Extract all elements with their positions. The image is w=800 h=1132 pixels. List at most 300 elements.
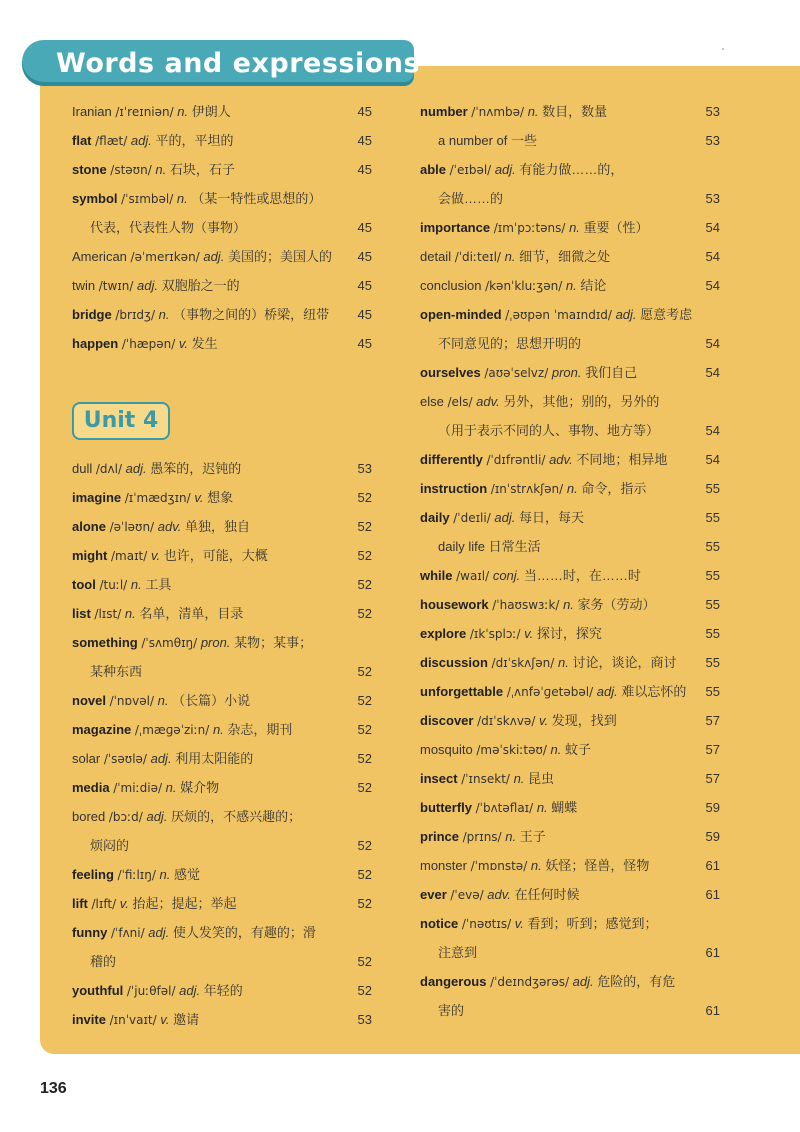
right-column (420, 97, 720, 1025)
entry-meaning: 危险的，有危 (597, 974, 676, 989)
entry-phonetic: /ˈeɪbəl/ (449, 163, 492, 177)
entry-part-of-speech: n. (212, 722, 224, 737)
entry-word: instruction (420, 481, 488, 496)
entry-word: flat (72, 133, 92, 148)
entry-word: something (72, 635, 138, 650)
entry-text (72, 104, 231, 119)
entry-word: while (420, 568, 453, 583)
entry-phonetic: /ˈsəʊlə/ (103, 752, 147, 766)
entry-page: 52 (357, 606, 372, 621)
vocab-entry (420, 416, 720, 445)
entry-phonetic: /ˈsʌmθɪŋ/ (141, 636, 198, 650)
vocab-entry (420, 938, 720, 967)
entry-text (420, 220, 649, 235)
vocab-entry (72, 657, 372, 686)
entry-meaning: 发生 (191, 336, 218, 351)
entry-phonetic: /ˈmiːdiə/ (113, 781, 162, 795)
entry-meaning: 命令，指示 (581, 481, 647, 496)
entry-text (72, 220, 246, 235)
entry-word: funny (72, 925, 108, 940)
entry-word: detail (420, 249, 452, 264)
entry-phonetic: /ˈɪnsekt/ (461, 772, 510, 786)
vocab-entry (420, 619, 720, 648)
entry-word: differently (420, 452, 483, 467)
entry-continuation: 稽的 (90, 954, 117, 969)
entry-phonetic: /ɪˈmædʒɪn/ (124, 491, 191, 505)
entry-phonetic: /ˈhaʊswɜːk/ (492, 598, 560, 612)
entry-meaning: 昆虫 (528, 771, 555, 786)
vocab-entry (72, 773, 372, 802)
entry-page: 52 (357, 548, 372, 563)
entry-page: 57 (705, 742, 720, 757)
entry-word: unforgettable (420, 684, 504, 699)
entry-text (420, 133, 537, 148)
entry-part-of-speech: adv. (476, 394, 500, 409)
vocab-entry (420, 445, 720, 474)
entry-page: 52 (357, 896, 372, 911)
entry-continuation: （用于表示不同的人、事物、地方等） (438, 423, 660, 438)
left-top-list (72, 97, 372, 358)
entry-word: feeling (72, 867, 114, 882)
entry-part-of-speech: adj. (494, 162, 516, 177)
vocab-entry (420, 764, 720, 793)
vocab-entry (72, 831, 372, 860)
vocab-entry (72, 300, 372, 329)
entry-part-of-speech: n. (536, 800, 548, 815)
vocab-entry (420, 387, 720, 416)
vocab-entry (420, 735, 720, 764)
vocab-entry (420, 213, 720, 242)
vocab-entry (420, 271, 720, 300)
entry-page: 54 (705, 423, 720, 438)
entry-page: 52 (357, 780, 372, 795)
entry-meaning: 结论 (580, 278, 607, 293)
entry-phonetic: /ˈfiːlɪŋ/ (117, 868, 156, 882)
entry-text (72, 191, 321, 206)
vocab-entry (420, 503, 720, 532)
entry-part-of-speech: v. (178, 336, 189, 351)
entry-page: 61 (705, 858, 720, 873)
entry-meaning: 平的，平坦的 (155, 133, 234, 148)
entry-text (72, 896, 237, 911)
entry-word: ourselves (420, 365, 481, 380)
vocab-entry (72, 271, 372, 300)
entry-text (420, 742, 591, 757)
entry-page: 61 (705, 1003, 720, 1018)
entry-text (72, 780, 219, 795)
entry-page: 53 (357, 461, 372, 476)
entry-text (72, 1012, 199, 1027)
entry-phonetic: /stəʊn/ (110, 163, 152, 177)
entry-part-of-speech: adj. (150, 751, 172, 766)
entry-page: 45 (357, 104, 372, 119)
entry-meaning: 石块，石子 (169, 162, 235, 177)
vocab-entry (72, 570, 372, 599)
entry-word: daily (420, 510, 450, 525)
entry-page: 45 (357, 133, 372, 148)
entry-part-of-speech: n. (177, 104, 189, 119)
entry-part-of-speech: n. (176, 191, 188, 206)
entry-word: monster (420, 858, 467, 873)
entry-text (72, 925, 316, 940)
entry-page: 55 (705, 539, 720, 554)
entry-page: 54 (705, 452, 720, 467)
vocab-entry (420, 793, 720, 822)
speck (722, 48, 724, 50)
entry-text (420, 394, 659, 409)
entry-word: media (72, 780, 110, 795)
vocab-entry (72, 744, 372, 773)
entry-phonetic: /lɪft/ (91, 897, 117, 911)
entry-page: 57 (705, 771, 720, 786)
entry-text (420, 104, 607, 119)
entry-continuation: 会做……的 (438, 191, 504, 206)
entry-meaning: 愿意考虑 (640, 307, 693, 322)
entry-meaning: 某物；某事； (234, 635, 313, 650)
vocab-entry (72, 715, 372, 744)
entry-meaning: 在任何时候 (514, 887, 580, 902)
entry-phonetic: /dʌl/ (95, 462, 123, 476)
entry-text (72, 664, 142, 679)
entry-text (420, 829, 546, 844)
entry-text (72, 577, 171, 592)
entry-phrase: daily life 日常生活 (438, 539, 541, 554)
entry-meaning: 杂志，期刊 (227, 722, 293, 737)
entry-word: able (420, 162, 447, 177)
entry-continuation: 代表，代表性人物（事物） (90, 220, 247, 235)
entry-phonetic: /ɪmˈpɔːtəns/ (493, 221, 566, 235)
entry-word: bridge (72, 307, 112, 322)
entry-continuation: 不同意见的；思想开明的 (438, 336, 582, 351)
vocab-entry (420, 242, 720, 271)
entry-word: lift (72, 896, 88, 911)
entry-page: 59 (705, 829, 720, 844)
entry-part-of-speech: n. (504, 249, 516, 264)
entry-part-of-speech: n. (566, 481, 578, 496)
entry-text (420, 626, 602, 641)
vocab-entry (420, 561, 720, 590)
entry-meaning: 妖怪；怪兽，怪物 (545, 858, 650, 873)
entry-page: 55 (705, 626, 720, 641)
entry-phonetic: /ˌʌnfəˈɡetəbəl/ (506, 685, 594, 699)
vocab-entry (72, 512, 372, 541)
entry-page: 55 (705, 510, 720, 525)
vocab-entry (420, 851, 720, 880)
entry-word: number (420, 104, 468, 119)
entry-text (420, 481, 646, 496)
entry-word: youthful (72, 983, 124, 998)
entry-page: 54 (705, 220, 720, 235)
entry-word: American (72, 249, 127, 264)
entry-word: twin (72, 278, 96, 293)
entry-phonetic: /ˈdiːteɪl/ (454, 250, 501, 264)
entry-page: 57 (705, 713, 720, 728)
entry-word: discover (420, 713, 474, 728)
entry-meaning: 有能力做……的， (519, 162, 624, 177)
entry-word: imagine (72, 490, 122, 505)
entry-meaning: 家务（劳动） (577, 597, 656, 612)
entry-phonetic: /kənˈkluːʒən/ (485, 279, 563, 293)
entry-part-of-speech: adv. (549, 452, 573, 467)
entry-part-of-speech: conj. (492, 568, 521, 583)
entry-meaning: 年轻的 (203, 983, 243, 998)
vocab-entry (420, 822, 720, 851)
entry-part-of-speech: adj. (596, 684, 618, 699)
vocab-entry (72, 483, 372, 512)
vocab-entry (420, 677, 720, 706)
entry-phonetic: /ˌəʊpən ˈmaɪndɪd/ (505, 308, 612, 322)
entry-text (420, 684, 686, 699)
entry-text (420, 249, 610, 264)
entry-part-of-speech: n. (530, 858, 542, 873)
unit-heading-label: Unit 4 (83, 408, 159, 433)
entry-part-of-speech: n. (157, 693, 169, 708)
entry-phonetic: /twɪn/ (98, 279, 134, 293)
entry-page: 53 (357, 1012, 372, 1027)
entry-part-of-speech: n. (563, 597, 574, 612)
entry-page: 55 (705, 568, 720, 583)
entry-text (72, 867, 200, 882)
vocab-entry (420, 474, 720, 503)
entry-text (420, 974, 675, 989)
entry-page: 54 (705, 365, 720, 380)
entry-part-of-speech: n. (130, 577, 142, 592)
entry-part-of-speech: n. (557, 655, 569, 670)
entry-meaning: 感觉 (174, 867, 201, 882)
entry-word: bored (72, 809, 106, 824)
entry-phonetic: /ˈhæpən/ (121, 337, 176, 351)
entry-text (72, 983, 243, 998)
entry-meaning: 蚊子 (565, 742, 592, 757)
entry-meaning: 双胞胎之一的 (161, 278, 240, 293)
entry-meaning: （某一特性或思想的） (191, 191, 322, 206)
entry-phonetic: /ɪˈreɪniən/ (115, 105, 174, 119)
entry-text (420, 597, 656, 612)
entry-page: 52 (357, 490, 372, 505)
entry-meaning: 发现，找到 (551, 713, 617, 728)
entry-meaning: 难以忘怀的 (621, 684, 687, 699)
entry-phonetic: /ˈjuːθfəl/ (126, 984, 176, 998)
vocab-entry (72, 628, 372, 657)
entry-page: 55 (705, 655, 720, 670)
vocab-entry (72, 184, 372, 213)
entry-page: 53 (705, 104, 720, 119)
entry-word: dull (72, 461, 93, 476)
entry-word: symbol (72, 191, 118, 206)
entry-meaning: 看到；听到；感觉到； (527, 916, 658, 931)
entry-continuation: 注意到 (438, 945, 478, 960)
entry-page: 52 (357, 664, 372, 679)
entry-page: 52 (357, 722, 372, 737)
entry-word: notice (420, 916, 459, 931)
entry-part-of-speech: n. (155, 162, 167, 177)
vocab-entry (420, 996, 720, 1025)
entry-page: 55 (705, 684, 720, 699)
entry-phonetic: /ˈnəʊtɪs/ (461, 917, 512, 931)
entry-part-of-speech: n. (505, 829, 517, 844)
entry-phonetic: /dɪˈskʌvə/ (477, 714, 536, 728)
entry-text (420, 539, 541, 554)
entry-part-of-speech: adj. (148, 925, 170, 940)
vocab-entry (420, 532, 720, 561)
right-list (420, 97, 720, 1025)
entry-text (420, 655, 676, 670)
entry-meaning: 数目，数量 (542, 104, 608, 119)
entry-meaning: 厌烦的，不感兴趣的； (171, 809, 302, 824)
vocab-entry (420, 909, 720, 938)
entry-part-of-speech: v. (150, 548, 161, 563)
vocab-entry (72, 454, 372, 483)
entry-part-of-speech: v. (524, 626, 534, 641)
entry-part-of-speech: v. (514, 916, 524, 931)
entry-page: 52 (357, 954, 372, 969)
entry-page: 54 (705, 249, 720, 264)
section-banner (22, 40, 421, 86)
entry-word: alone (72, 519, 106, 534)
entry-meaning: 重要（性） (583, 220, 649, 235)
entry-word: conclusion (420, 278, 482, 293)
entry-text (72, 336, 218, 351)
vocab-entry (72, 1005, 372, 1034)
entry-text (420, 945, 477, 960)
entry-text (72, 162, 235, 177)
entry-page: 54 (705, 336, 720, 351)
entry-phonetic: /maɪt/ (111, 549, 148, 563)
entry-text (72, 751, 253, 766)
vocab-entry (72, 802, 372, 831)
entry-text (420, 162, 623, 177)
entry-part-of-speech: n. (565, 278, 577, 293)
entry-meaning: 蝴蝶 (551, 800, 578, 815)
entry-meaning: 王子 (519, 829, 546, 844)
entry-phonetic: /ˈdeɪndʒərəs/ (490, 975, 570, 989)
entry-text (420, 365, 637, 380)
entry-text (72, 635, 312, 650)
entry-page: 53 (705, 133, 720, 148)
vocab-entry (72, 976, 372, 1005)
vocab-entry (72, 97, 372, 126)
entry-page: 52 (357, 983, 372, 998)
entry-meaning: 当……时，在……时 (523, 568, 641, 583)
entry-part-of-speech: adj. (130, 133, 152, 148)
entry-page: 55 (705, 481, 720, 496)
unit-heading (72, 402, 170, 440)
entry-part-of-speech: v. (538, 713, 549, 728)
entry-meaning: 另外，其他；别的，另外的 (503, 394, 660, 409)
entry-text (72, 809, 301, 824)
vocab-entry (72, 599, 372, 628)
entry-phonetic: /ˈevə/ (450, 888, 484, 902)
entry-page: 45 (357, 220, 372, 235)
entry-word: Iranian (72, 104, 112, 119)
unit-4-list (72, 454, 372, 1034)
entry-word: solar (72, 751, 101, 766)
entry-phonetic: /əˈmerɪkən/ (130, 250, 200, 264)
entry-continuation: 害的 (438, 1003, 465, 1018)
entry-text (72, 133, 234, 148)
entry-page: 61 (705, 945, 720, 960)
entry-part-of-speech: n. (569, 220, 580, 235)
vocab-entry (72, 126, 372, 155)
entry-word: invite (72, 1012, 106, 1027)
entry-meaning: 媒介物 (180, 780, 220, 795)
entry-text (420, 307, 692, 322)
entry-phonetic: /ɪnˈstrʌkʃən/ (490, 482, 564, 496)
vocab-entry (420, 97, 720, 126)
entry-text (420, 423, 659, 438)
vocab-entry (420, 358, 720, 387)
entry-part-of-speech: n. (550, 742, 562, 757)
entry-page: 55 (705, 597, 720, 612)
entry-page: 45 (357, 307, 372, 322)
vocab-entry (72, 329, 372, 358)
entry-part-of-speech: adv. (487, 887, 511, 902)
entry-phonetic: /ˈnʌmbə/ (471, 105, 525, 119)
entry-word: housework (420, 597, 489, 612)
entry-text (72, 278, 240, 293)
entry-page: 52 (357, 693, 372, 708)
vocab-entry (72, 918, 372, 947)
entry-word: explore (420, 626, 467, 641)
entry-phonetic: /ɪkˈsplɔː/ (469, 627, 521, 641)
entry-meaning: 名单，清单，目录 (139, 606, 244, 621)
entry-text (72, 461, 241, 476)
entry-text (72, 722, 292, 737)
entry-continuation: 某种东西 (90, 664, 143, 679)
vocab-entry (420, 300, 720, 329)
entry-meaning: 不同地；相异地 (576, 452, 668, 467)
entry-word: prince (420, 829, 460, 844)
entry-text (72, 548, 268, 563)
entry-page: 52 (357, 867, 372, 882)
entry-part-of-speech: n. (124, 606, 136, 621)
entry-word: discussion (420, 655, 488, 670)
vocab-entry (420, 155, 720, 184)
entry-phonetic: /ˈdɪfrəntli/ (486, 453, 546, 467)
entry-meaning: 想象 (207, 490, 234, 505)
entry-text (420, 336, 581, 351)
entry-word: importance (420, 220, 491, 235)
vocab-entry (72, 889, 372, 918)
entry-phonetic: /dɪˈskʌʃən/ (491, 656, 555, 670)
vocab-entry (72, 947, 372, 976)
entry-word: open-minded (420, 307, 502, 322)
entry-phonetic: /ˈbʌtəflaɪ/ (475, 801, 534, 815)
entry-phonetic: /bɔːd/ (108, 810, 143, 824)
entry-meaning: 细节，细微之处 (519, 249, 611, 264)
entry-meaning: 愚笨的，迟钝的 (150, 461, 242, 476)
entry-page: 45 (357, 278, 372, 293)
entry-part-of-speech: adj. (146, 809, 168, 824)
entry-page: 45 (357, 336, 372, 351)
entry-meaning: （长篇）小说 (172, 693, 251, 708)
entry-text (420, 510, 584, 525)
entry-meaning: 探讨，探究 (536, 626, 602, 641)
entry-part-of-speech: v. (119, 896, 129, 911)
entry-word: ever (420, 887, 447, 902)
entry-meaning: 邀请 (173, 1012, 200, 1027)
entry-meaning: 抬起；提起；举起 (132, 896, 237, 911)
entry-text (72, 838, 129, 853)
entry-phonetic: /els/ (447, 395, 473, 409)
entry-phonetic: /məˈskiːtəʊ/ (476, 743, 547, 757)
entry-meaning: 工具 (145, 577, 172, 592)
vocab-entry (420, 184, 720, 213)
entry-part-of-speech: adj. (203, 249, 225, 264)
entry-text (420, 568, 641, 583)
entry-text (72, 307, 329, 322)
entry-part-of-speech: adj. (125, 461, 147, 476)
